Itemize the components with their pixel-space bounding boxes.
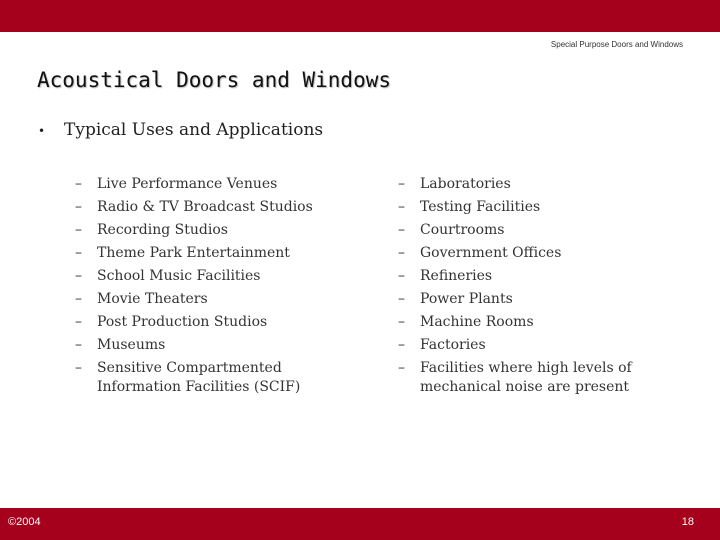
bottom-banner xyxy=(0,508,720,540)
list-item: – Refineries xyxy=(398,268,493,284)
list-item: – Movie Theaters xyxy=(75,291,208,307)
list-item: – Laboratories xyxy=(398,176,511,192)
list-item: – Testing Facilities xyxy=(398,199,541,215)
dash-icon: – xyxy=(398,360,405,376)
bullet-item xyxy=(38,120,323,140)
dash-icon: – xyxy=(75,222,82,238)
list-item: – Machine Rooms xyxy=(398,314,534,330)
list-item: – Courtrooms xyxy=(398,222,505,238)
top-banner xyxy=(0,0,720,32)
dash-icon: – xyxy=(75,291,82,307)
dash-icon: – xyxy=(398,245,405,261)
list-item: – Sensitive Compartmented Information Facilities (SCIF) xyxy=(75,360,301,395)
dash-icon: – xyxy=(398,314,405,330)
list-item: – Factories xyxy=(398,337,486,353)
left-list xyxy=(75,175,335,401)
dash-icon: – xyxy=(398,199,405,215)
list-item: – Live Performance Venues xyxy=(75,176,278,192)
dash-icon: – xyxy=(75,337,82,353)
dash-icon: – xyxy=(398,291,405,307)
dash-icon: – xyxy=(75,176,82,192)
bullet-text: Typical Uses and Applications xyxy=(64,120,324,140)
list-item: – Recording Studios xyxy=(75,222,228,238)
slide-title: Acoustical Doors and Windows xyxy=(37,68,392,92)
dash-icon: – xyxy=(398,176,405,192)
list-item: – Post Production Studios xyxy=(75,314,268,330)
dash-icon: – xyxy=(75,360,82,376)
list-item: – Museums xyxy=(75,337,166,353)
dash-icon: – xyxy=(75,245,82,261)
list-item: – Radio & TV Broadcast Studios xyxy=(75,199,313,215)
list-item: – School Music Facilities xyxy=(75,268,261,284)
list-item: – Government Offices xyxy=(398,245,562,261)
dash-icon: – xyxy=(75,268,82,284)
list-item: – Facilities where high levels of mechanical noise are present xyxy=(398,360,632,395)
dash-icon: – xyxy=(75,199,82,215)
list-item: – Theme Park Entertainment xyxy=(75,245,290,261)
list-item: – Power Plants xyxy=(398,291,513,307)
right-list xyxy=(398,175,668,401)
header-subtitle: Special Purpose Doors and Windows xyxy=(550,40,683,49)
bullet-icon: • xyxy=(38,124,46,138)
dash-icon: – xyxy=(75,314,82,330)
dash-icon: – xyxy=(398,268,405,284)
dash-icon: – xyxy=(398,222,405,238)
copyright-text: ©2004 xyxy=(8,516,41,528)
page-number: 18 xyxy=(681,516,694,528)
dash-icon: – xyxy=(398,337,405,353)
